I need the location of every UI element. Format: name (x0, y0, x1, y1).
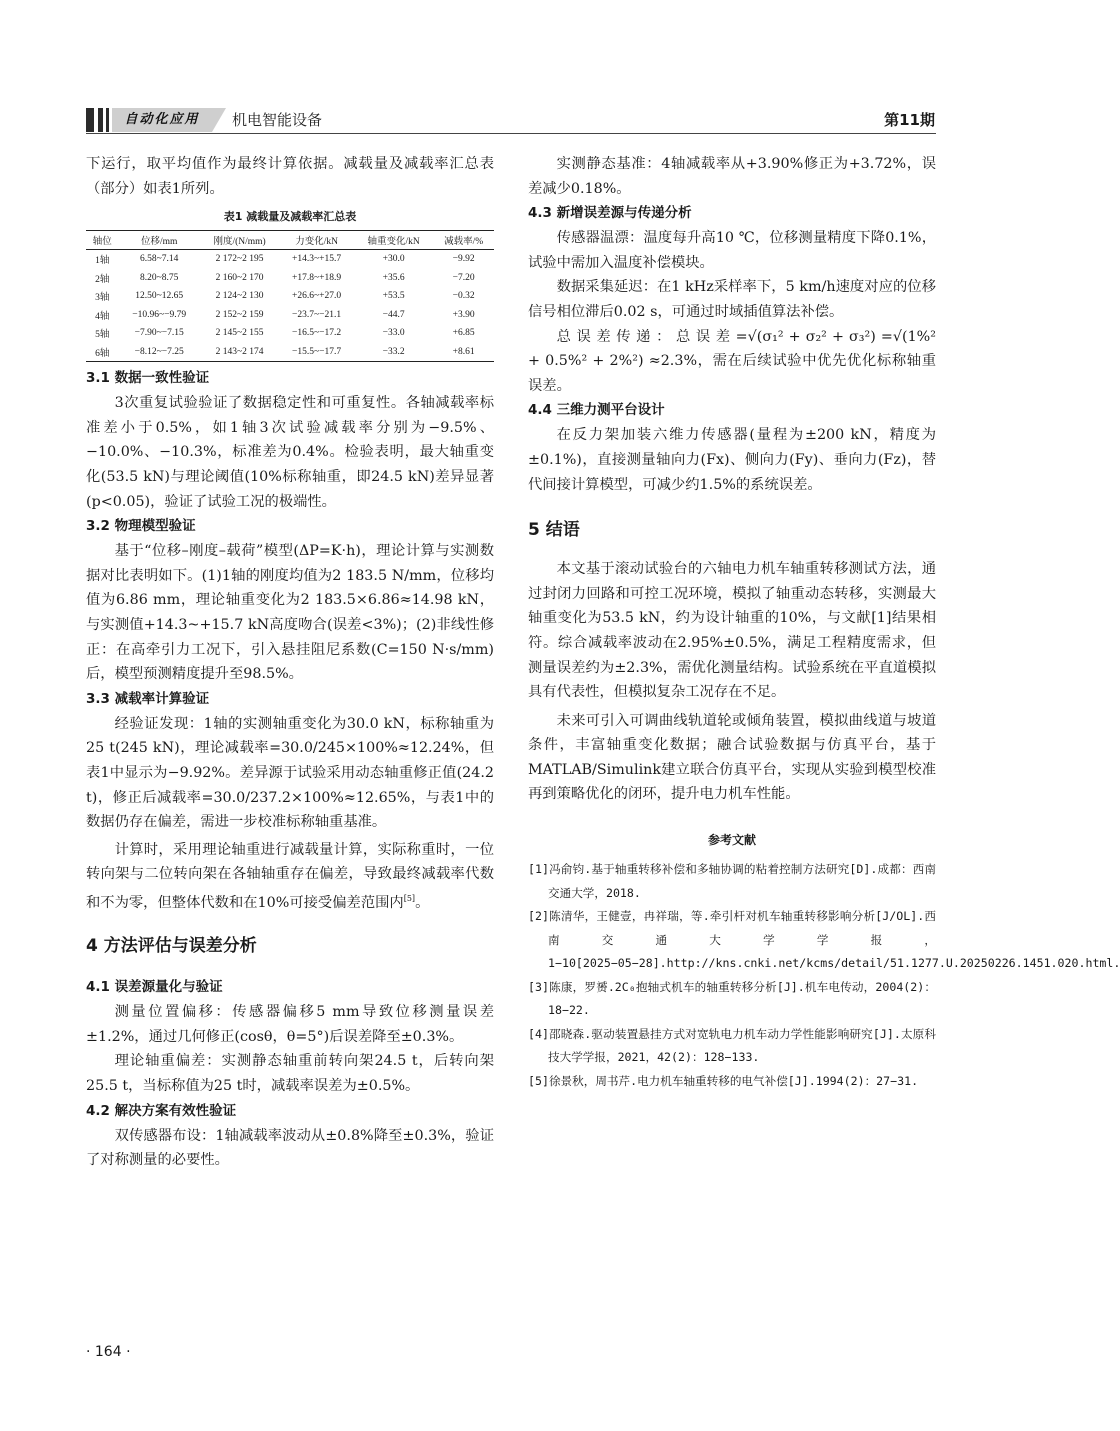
col-header: 减载率/% (433, 231, 494, 250)
paragraph-4-2: 双传感器布设：1轴减载率波动从±0.8%降至±0.3%，验证了对称测量的必要性。 (86, 1127, 494, 1169)
col-header: 刚度/(N/mm) (200, 231, 279, 250)
table-row (86, 343, 494, 362)
table-row (86, 269, 494, 288)
table-cell: 5轴 (95, 330, 110, 341)
table-cell: +30.0 (382, 254, 405, 265)
table-cell: 8.20~8.75 (139, 272, 179, 283)
paragraph-static-baseline: 实测静态基准：4轴减载率从+3.90%修正为+3.72%，误差减少0.18%。 (528, 156, 936, 197)
paragraph-3-3a: 经验证发现：1轴的实测轴重变化为30.0 kN，标称轴重为25 t(245 kN)，理论减载率=30.0/245×100%≈12.24%，但表1中显示为−9.92%。差异源于试验采用动态轴重修正值(24.2 t)，修正后减载率=30.0/237.2×100%≈12.65%，与表1中的数据仍存在偏差，需进一步校准标称轴重基准。 (86, 715, 494, 831)
table-cell: 6轴 (86, 343, 118, 362)
table-cell: −7.90~−7.15 (134, 328, 184, 339)
reference-item: [5]徐景秋，周书芹.电力机车轴重转移的电气补偿[J].1994(2)：27−31. (528, 1073, 919, 1088)
table-cell: 1轴 (95, 256, 110, 267)
table-cell: 6.58~7.14 (139, 254, 179, 265)
paragraph-4-4: 在反力架加装六维力传感器(量程为±200 kN，精度为±0.1%)，直接测量轴向力(Fx)、侧向力(Fy)、垂向力(Fz)，替代间接计算模型，可减少约1.5%的系统误差。 (528, 427, 936, 493)
paragraph-3-3b-end: 。 (415, 894, 430, 911)
reference-item: [3]陈康，罗赟.2C₀抱轴式机车的轴重转移分析[J].机车电传动，2004(2)：18−22. (528, 979, 936, 1018)
table-cell: −0.32 (452, 291, 475, 302)
paragraph-5a: 本文基于滚动试验台的六轴电力机车轴重转移测试方法，通过封闭力回路和可控工况环境，模拟了轴重动态转移，实测最大轴重变化为53.5 kN，约为设计轴重的10%，与文献[1]结果相符。综合减载率波动在2.95%±0.5%，满足工程精度需求，但测量误差约为±2.3%，需优化测量结构。试验系统在平直道模拟具有代表性，但模拟复杂工况存在不足。 (528, 561, 936, 701)
heading-5: 5 结语 (528, 520, 580, 541)
table-cell: +14.3~+15.7 (292, 254, 342, 265)
table-cell: 12.50~12.65 (135, 291, 184, 302)
paragraph-5b: 未来可引入可调曲线轨道轮或倾角装置，模拟曲线道与坡道条件，丰富轴重变化数据；融合试验数据与仿真平台，基于MATLAB/Simulink建立联合仿真平台，实现从实验到模型校准再到策略优化的闭环，提升电力机车性能。 (528, 712, 936, 803)
table-cell: 2 124~2 130 (215, 291, 264, 302)
heading-4-4: 4.4 三维力测平台设计 (528, 402, 665, 419)
heading-4-3: 4.3 新增误差源与传递分析 (528, 205, 692, 222)
header-bar-3 (106, 108, 109, 132)
table-cell: −8.12~−7.25 (118, 343, 200, 362)
journal-tag-arrow (212, 108, 226, 132)
paragraph-4-1a: 测量位置偏移：传感器偏移5 mm导致位移测量误差±1.2%，通过几何修正(cosθ，θ=5°)后误差降至±0.3%。 (86, 1004, 494, 1045)
table-cell: −44.7 (382, 309, 405, 320)
table-cell: 3轴 (95, 293, 110, 304)
table-cell: +26.6~+27.0 (292, 291, 342, 302)
heading-3-2: 3.2 物理模型验证 (86, 518, 196, 535)
paragraph-4-3b: 数据采集延迟：在1 kHz采样率下，5 km/h速度对应的位移信号相位滞后0.02 s，可通过时域插值算法补偿。 (528, 279, 936, 320)
header-rule (86, 133, 936, 134)
heading-3-1: 3.1 数据一致性验证 (86, 370, 210, 387)
table-cell: −23.7~−21.1 (292, 309, 342, 320)
table-cell: 4轴 (95, 311, 110, 322)
table-cell: −33.2 (354, 343, 433, 362)
right-column (528, 152, 1120, 1093)
table-caption: 表1 减载量及减载率汇总表 (223, 210, 357, 224)
col-header: 力变化/kN (279, 231, 354, 250)
table-row (86, 324, 494, 343)
table-row (86, 306, 494, 325)
table-cell: −10.96~−9.79 (132, 309, 187, 320)
table-cell: 2 152~2 159 (215, 309, 264, 320)
left-column (86, 152, 494, 1173)
table-cell: 2 172~2 195 (215, 254, 264, 265)
heading-4-1: 4.1 误差源量化与验证 (86, 979, 223, 996)
col-header: 轴位 (86, 231, 118, 250)
table-cell: −33.0 (382, 328, 405, 339)
table-cell: −15.5~−17.7 (279, 343, 354, 362)
reference-item: [2]陈清华，王健壹，冉祥瑞，等.牵引杆对机车轴重转移影响分析[J/OL].西南交通大学学报，1−10[2025−05−28].http://kns.cnki.net/kcms/detail/51.1277.U.20250226.1451.020.html. (528, 909, 1120, 971)
heading-4-2: 4.2 解决方案有效性验证 (86, 1102, 237, 1119)
paragraph-4-3c (528, 325, 936, 399)
table-cell: +35.6 (382, 272, 405, 283)
paragraph-4-1b: 理论轴重偏差：实测静态轴重前转向架24.5 t，后转向架25.5 t，当标称值为25 t时，减载率误差为±0.5%。 (86, 1053, 494, 1095)
table-cell: −16.5~−17.2 (292, 328, 342, 339)
paragraph-3-1: 3次重复试验验证了数据稳定性和可重复性。各轴减载率标准差小于0.5%，如1轴3次试验减载率分别为−9.5%、−10.0%、−10.3%，标准差为0.4%。检验表明，最大轴重变化(53.5 kN)与理论阈值(10%标称轴重，即24.5 kN)差异显著(p<0.05)，验证了试验工况的极端性。 (86, 395, 494, 510)
paragraph-3-3b (86, 838, 494, 916)
table-cell: 2 145~2 155 (215, 328, 264, 339)
heading-4: 4 方法评估与误差分析 (86, 936, 257, 957)
formula-values: √(1%² + 0.5%² + 2%²) ≈2.3% (528, 328, 936, 370)
col-header: 轴重变化/kN (354, 231, 433, 250)
table-cell: +8.61 (433, 343, 494, 362)
total-error-tail: ，需在后续试验中优先优化标称轴重误差。 (528, 353, 937, 394)
table-row (86, 287, 494, 306)
table-cell: 2轴 (95, 274, 110, 285)
table-cell: +3.90 (452, 309, 475, 320)
issue-number: 第11期 (884, 111, 935, 129)
formula-sigma: √(σ₁² + σ₂² + σ₃²) = (747, 328, 893, 345)
summary-table (86, 230, 494, 362)
header-bar-2 (98, 108, 103, 132)
header-bar-1 (86, 108, 94, 132)
page-number: · 164 · (86, 1344, 131, 1360)
paragraph-4-3a: 传感器温漂：温度每升高10 ℃，位移测量精度下降0.1%，试验中需加入温度补偿模块。 (528, 230, 936, 271)
table-cell: −9.92 (452, 254, 475, 265)
heading-3-3: 3.3 减载率计算验证 (86, 690, 210, 707)
references-title: 参考文献 (707, 833, 756, 848)
paragraph-3-2: 基于“位移–刚度–载荷”模型(ΔP=K·h)，理论计算与实测数据对比表明如下。(1)1轴的刚度均值为2 183.5 N/mm，位移均值为6.86 mm，理论轴重变化为2 183.5×6.86≈14.98 kN，与实测值+14.3~+15.7 kN高度吻合(误差<3%)；(2)非线性修正：在高牵引力工况下，引入悬挂阻尼系数(C=150 N·s/mm)后，模型预测精度提升至98.5%。 (86, 543, 494, 683)
table-cell: +53.5 (382, 291, 405, 302)
table-cell: 2 160~2 170 (215, 272, 264, 283)
journal-name: 机电智能设备 (232, 111, 323, 129)
table-cell: +6.85 (452, 328, 475, 339)
reference-item: [1]冯俞钧.基于轴重转移补偿和多轴协调的粘着控制方法研究[D].成都：西南交通大学，2018. (528, 862, 936, 900)
citation-5[interactable]: [5] (403, 893, 416, 903)
paragraph-3-3b-text: 计算时，采用理论轴重进行减载量计算，实际称重时，一位转向架与二位转向架在各轴轴重存在偏差，导致最终减载率代数和不为零，但整体代数和在10%可接受偏差范围内 (86, 841, 494, 911)
col-header: 位移/mm (118, 231, 200, 250)
reference-item: [4]邵晓森.驱动装置悬挂方式对宽轨电力机车动力学性能影响研究[J].太原科技大学学报，2021，42(2)：128−133. (528, 1026, 936, 1065)
total-error-lead: 总 误 差 传 递 ： 总 误 差 = (556, 328, 748, 345)
journal-tag: 自动化应用 (112, 108, 212, 132)
paragraph-intro: 下运行，取平均值作为最终计算依据。减载量及减载率汇总表（部分）如表1所列。 (86, 156, 494, 197)
table-header-row (86, 231, 494, 250)
table-cell: +17.8~+18.9 (292, 272, 342, 283)
table-cell: 2 143~2 174 (200, 343, 279, 362)
table-row (86, 250, 494, 269)
table-cell: −7.20 (452, 272, 475, 283)
